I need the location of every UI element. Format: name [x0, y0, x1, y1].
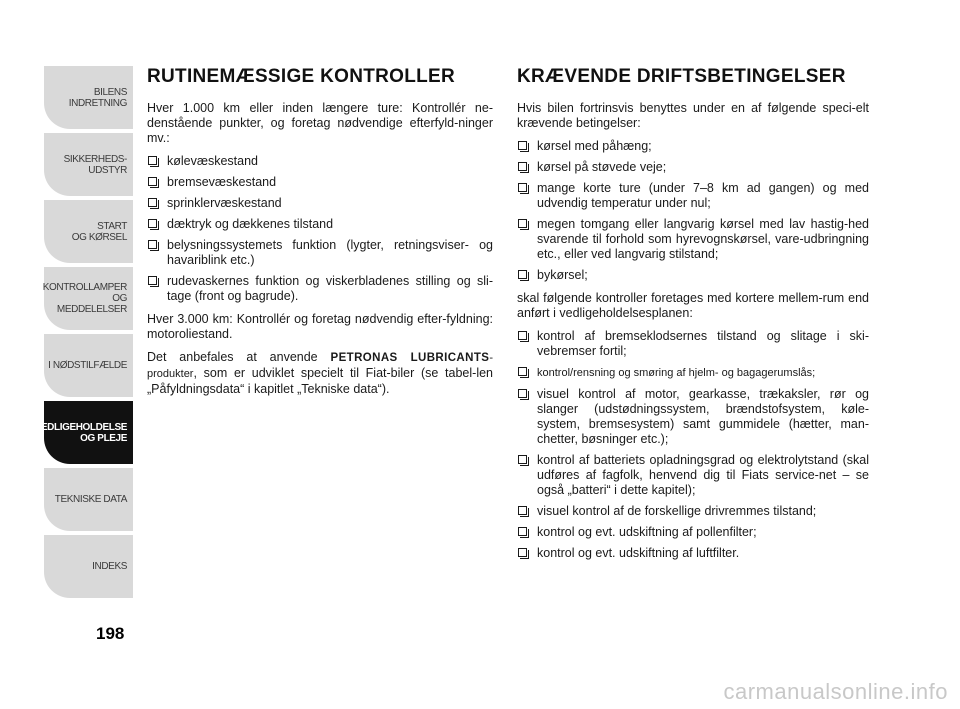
checkbox-icon [148, 198, 157, 207]
text: , som er udviklet specielt til Fiat-biler (se tabel-len „Påfyldningsdata“ i kapitlet „Tekniske data“). [147, 366, 493, 396]
watermark: carmanualsonline.info [723, 679, 948, 704]
list-item [147, 274, 493, 304]
paragraph [147, 350, 493, 397]
list-item-text: sprinklervæskestand [167, 196, 282, 210]
tab-tekniske-data[interactable]: TEKNISKE DATA [44, 468, 133, 531]
list-item [517, 453, 869, 498]
tab-vedligeholdelse-og-pleje[interactable]: VEDLIGEHOLDELSE OG PLEJE [44, 401, 133, 464]
list-item [147, 196, 493, 211]
page-number: 198 [96, 624, 125, 643]
checkbox-icon [518, 367, 527, 376]
tab-kontrollamper[interactable]: KONTROLLAMPER OG MEDDELELSER [44, 267, 133, 330]
checkbox-icon [518, 162, 527, 171]
brand-name: PETRONAS LUBRICANTS [330, 352, 490, 364]
list-item [147, 154, 493, 169]
list-item-text: kørsel med påhæng; [537, 139, 652, 153]
list-item [517, 365, 869, 381]
conditions-list [517, 139, 869, 283]
tab-start-og-korsel[interactable]: START OG KØRSEL [44, 200, 133, 263]
list-item [517, 217, 869, 262]
list-item-text: kølevæskestand [167, 154, 259, 168]
list-item-text: kontrol/rensning og smøring af hjelm- og bagagerumslås; [537, 367, 816, 379]
checkbox-icon [518, 548, 527, 557]
tab-indeks[interactable]: INDEKS [44, 535, 133, 598]
checkbox-icon [518, 219, 527, 228]
list-item [517, 160, 869, 175]
checkbox-icon [148, 177, 157, 186]
tab-bilens-indretning[interactable]: BILENS INDRETNING [44, 66, 133, 129]
paragraph: Hver 3.000 km: Kontrollér og foretag nødvendig efter-fyldning: motoroliestand. [147, 312, 493, 341]
demanding-conditions-section [517, 66, 869, 569]
text: -produkter [147, 352, 493, 380]
list-item [147, 238, 493, 268]
list-item [517, 268, 869, 283]
chapter-tabs [34, 66, 133, 602]
list-item [517, 504, 869, 519]
list-item-text: visuel kontrol af motor, gearkasse, trækaksler, rør og slanger (udstødningssystem, brændstofsystem, køle-system, bremsesystem) samt gummidele (hætter, man-chetter, bøsninger etc.); [537, 387, 869, 446]
section-title: RUTINEMÆSSIGE KONTROLLER [147, 66, 456, 87]
checkbox-icon [518, 389, 527, 398]
list-item-text: kontrol og evt. udskiftning af pollenfilter; [537, 525, 757, 539]
checkbox-icon [518, 527, 527, 536]
list-item-text: kontrol af bremseklodsernes tilstand og slitage i ski-vebremser fortil; [537, 329, 869, 358]
checkbox-icon [148, 219, 157, 228]
paragraph: Hver 1.000 km eller inden længere ture: Kontrollér ne-denstående punkter, og foretag nødvendige efterfyld-ninger mv.: [147, 101, 493, 145]
checkbox-icon [518, 455, 527, 464]
checks-list [517, 329, 869, 561]
checkbox-icon [518, 141, 527, 150]
checkbox-icon [148, 240, 157, 249]
list-item [517, 387, 869, 447]
list-item-text: belysningssystemets funktion (lygter, retningsviser- og havariblink etc.) [167, 238, 493, 267]
list-item-text: dæktryk og dækkenes tilstand [167, 217, 334, 231]
list-item-text: megen tomgang eller langvarig kørsel med lav hastig-hed svarende til forhold som hyrevognskørsel, vare-udbringning etc., eller ved langvarig stilstand; [537, 217, 869, 261]
tab-sikkerhedsudstyr[interactable]: SIKKERHEDS- UDSTYR [44, 133, 133, 196]
section-title: KRÆVENDE DRIFTSBETINGELSER [517, 66, 846, 87]
list-item [517, 139, 869, 154]
list-item-text: kontrol og evt. udskiftning af luftfilter. [537, 546, 740, 560]
list-item-text: mange korte ture (under 7–8 km ad gangen) og med udvendig temperatur under nul; [537, 181, 869, 210]
list-item [517, 181, 869, 211]
checkbox-icon [518, 331, 527, 340]
list-item [517, 546, 869, 561]
list-item-text: kontrol af batteriets opladningsgrad og elektrolytstand (skal udføres af fagfolk, henvend dig til Fiats service-net – se også „batteri“ i dette kapitel); [537, 453, 869, 497]
checkbox-icon [148, 276, 157, 285]
checkbox-icon [518, 270, 527, 279]
text: Det anbefales at anvende [147, 350, 331, 364]
tab-i-nodstilfaelde[interactable]: I NØDSTILFÆLDE [44, 334, 133, 397]
paragraph: skal følgende kontroller foretages med kortere mellem-rum end anført i vedligeholdelsesplanen: [517, 291, 869, 320]
list-item [147, 175, 493, 190]
list-item-text: bykørsel; [537, 268, 588, 282]
paragraph: Hvis bilen fortrinsvis benyttes under en af følgende speci-elt krævende betingelser: [517, 101, 869, 130]
list-item [147, 217, 493, 232]
checkbox-icon [148, 156, 157, 165]
list-item-text: kørsel på støvede veje; [537, 160, 667, 174]
routine-checks-section [147, 66, 493, 405]
list-item [517, 329, 869, 359]
checkbox-icon [518, 183, 527, 192]
list-item-text: visuel kontrol af de forskellige drivremmes tilstand; [537, 504, 817, 518]
list-item [517, 525, 869, 540]
list-item-text: bremsevæskestand [167, 175, 277, 189]
checklist [147, 154, 493, 304]
list-item-text: rudevaskernes funktion og viskerbladenes stilling og sli-tage (front og bagrude). [167, 274, 493, 303]
checkbox-icon [518, 506, 527, 515]
